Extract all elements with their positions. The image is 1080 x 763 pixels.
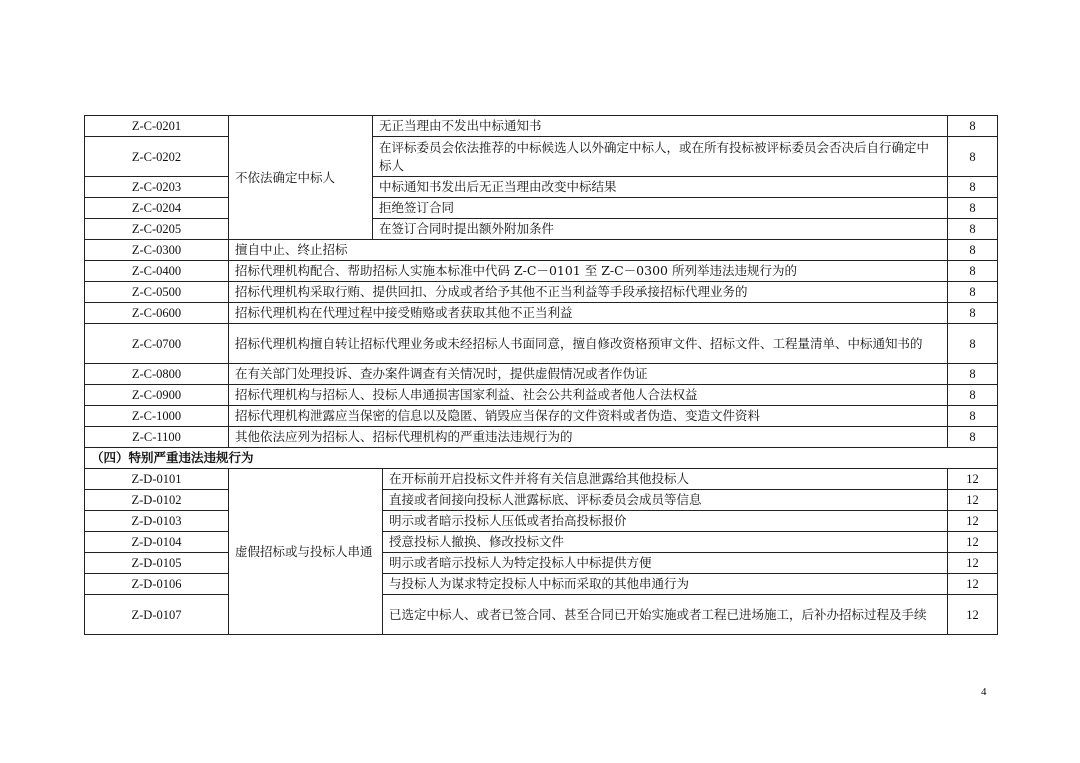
row-score: 8 xyxy=(948,177,998,198)
row-description: 其他依法应列为招标人、招标代理机构的严重违法违规行为的 xyxy=(229,427,948,448)
row-code: Z-C-0300 xyxy=(85,240,229,261)
row-description: 擅自中止、终止招标 xyxy=(229,240,948,261)
row-description: 招标代理机构与招标人、投标人串通损害国家利益、社会公共利益或者他人合法权益 xyxy=(229,385,948,406)
row-code: Z-C-0700 xyxy=(85,324,229,364)
table-row xyxy=(85,261,998,282)
row-score: 8 xyxy=(948,219,998,240)
row-score: 12 xyxy=(948,595,998,635)
row-description: 无正当理由不发出中标通知书 xyxy=(373,116,948,137)
section-heading-row xyxy=(85,448,998,469)
row-score: 8 xyxy=(948,261,998,282)
table-row xyxy=(85,490,998,511)
row-score: 12 xyxy=(948,532,998,553)
row-code: Z-C-0500 xyxy=(85,282,229,303)
table-row xyxy=(85,137,998,177)
row-code: Z-C-0204 xyxy=(85,198,229,219)
table-row xyxy=(85,532,998,553)
row-code: Z-D-0106 xyxy=(85,574,229,595)
row-code: Z-D-0103 xyxy=(85,511,229,532)
row-description: 招标代理机构配合、帮助招标人实施本标准中代码 Z-C－0101 至 Z-C－0300 所列举违法违规行为的 xyxy=(229,261,948,282)
row-score: 8 xyxy=(948,406,998,427)
row-description: 中标通知书发出后无正当理由改变中标结果 xyxy=(373,177,948,198)
row-score: 12 xyxy=(948,490,998,511)
row-score: 8 xyxy=(948,364,998,385)
row-code: Z-D-0107 xyxy=(85,595,229,635)
row-description: 明示或者暗示投标人为特定投标人中标提供方便 xyxy=(383,553,948,574)
row-description: 在开标前开启投标文件并将有关信息泄露给其他投标人 xyxy=(383,469,948,490)
row-code: Z-C-1100 xyxy=(85,427,229,448)
table-row xyxy=(85,116,998,137)
table-row xyxy=(85,385,998,406)
row-score: 8 xyxy=(948,116,998,137)
row-description: 在评标委员会依法推荐的中标候选人以外确定中标人，或在所有投标被评标委员会否决后自行确定中标人 xyxy=(373,137,948,177)
table-row xyxy=(85,303,998,324)
table-row xyxy=(85,177,998,198)
table-row xyxy=(85,595,998,635)
row-code: Z-C-0900 xyxy=(85,385,229,406)
table-row xyxy=(85,364,998,385)
table-row xyxy=(85,553,998,574)
section-heading: （四）特别严重违法违规行为 xyxy=(85,448,998,469)
row-description: 拒绝签订合同 xyxy=(373,198,948,219)
table-row xyxy=(85,282,998,303)
row-description: 与投标人为谋求特定投标人中标而采取的其他串通行为 xyxy=(383,574,948,595)
row-description: 招标代理机构擅自转让招标代理业务或未经招标人书面同意，擅自修改资格预审文件、招标文件、工程量清单、中标通知书的 xyxy=(229,324,948,364)
row-code: Z-D-0105 xyxy=(85,553,229,574)
table-row xyxy=(85,406,998,427)
row-score: 8 xyxy=(948,282,998,303)
row-score: 8 xyxy=(948,324,998,364)
row-code: Z-C-0400 xyxy=(85,261,229,282)
row-code: Z-C-0201 xyxy=(85,116,229,137)
row-code: Z-C-0600 xyxy=(85,303,229,324)
table-row xyxy=(85,427,998,448)
row-description: 招标代理机构泄露应当保密的信息以及隐匿、销毁应当保存的文件资料或者伪造、变造文件资料 xyxy=(229,406,948,427)
row-code: Z-D-0101 xyxy=(85,469,229,490)
row-description: 招标代理机构在代理过程中接受贿赂或者获取其他不正当利益 xyxy=(229,303,948,324)
row-score: 12 xyxy=(948,574,998,595)
row-code: Z-C-0800 xyxy=(85,364,229,385)
row-score: 8 xyxy=(948,427,998,448)
row-description: 明示或者暗示投标人压低或者抬高投标报价 xyxy=(383,511,948,532)
row-code: Z-C-0205 xyxy=(85,219,229,240)
row-score: 12 xyxy=(948,511,998,532)
table-row xyxy=(85,574,998,595)
row-score: 8 xyxy=(948,198,998,219)
table-row xyxy=(85,469,998,490)
row-code: Z-C-0203 xyxy=(85,177,229,198)
page-number: 4 xyxy=(981,686,987,698)
row-score: 8 xyxy=(948,240,998,261)
table-row xyxy=(85,324,998,364)
row-description: 授意投标人撤换、修改投标文件 xyxy=(383,532,948,553)
row-code: Z-D-0102 xyxy=(85,490,229,511)
row-score: 12 xyxy=(948,553,998,574)
row-description: 在签订合同时提出额外附加条件 xyxy=(373,219,948,240)
row-score: 12 xyxy=(948,469,998,490)
row-score: 8 xyxy=(948,385,998,406)
row-code: Z-C-0202 xyxy=(85,137,229,177)
table-row xyxy=(85,198,998,219)
row-code: Z-D-0104 xyxy=(85,532,229,553)
row-description: 在有关部门处理投诉、查办案件调查有关情况时，提供虚假情况或者作伪证 xyxy=(229,364,948,385)
violation-table xyxy=(84,115,998,635)
row-code: Z-C-1000 xyxy=(85,406,229,427)
row-description: 直接或者间接向投标人泄露标底、评标委员会成员等信息 xyxy=(383,490,948,511)
row-description: 已选定中标人、或者已签合同、甚至合同已开始实施或者工程已进场施工，后补办招标过程及手续 xyxy=(383,595,948,635)
table-row xyxy=(85,511,998,532)
table-row xyxy=(85,219,998,240)
category-cell: 虚假招标或与投标人串通 xyxy=(229,469,383,635)
row-description: 招标代理机构采取行贿、提供回扣、分成或者给予其他不正当利益等手段承接招标代理业务的 xyxy=(229,282,948,303)
category-cell: 不依法确定中标人 xyxy=(229,116,373,240)
row-score: 8 xyxy=(948,137,998,177)
table-row xyxy=(85,240,998,261)
row-score: 8 xyxy=(948,303,998,324)
